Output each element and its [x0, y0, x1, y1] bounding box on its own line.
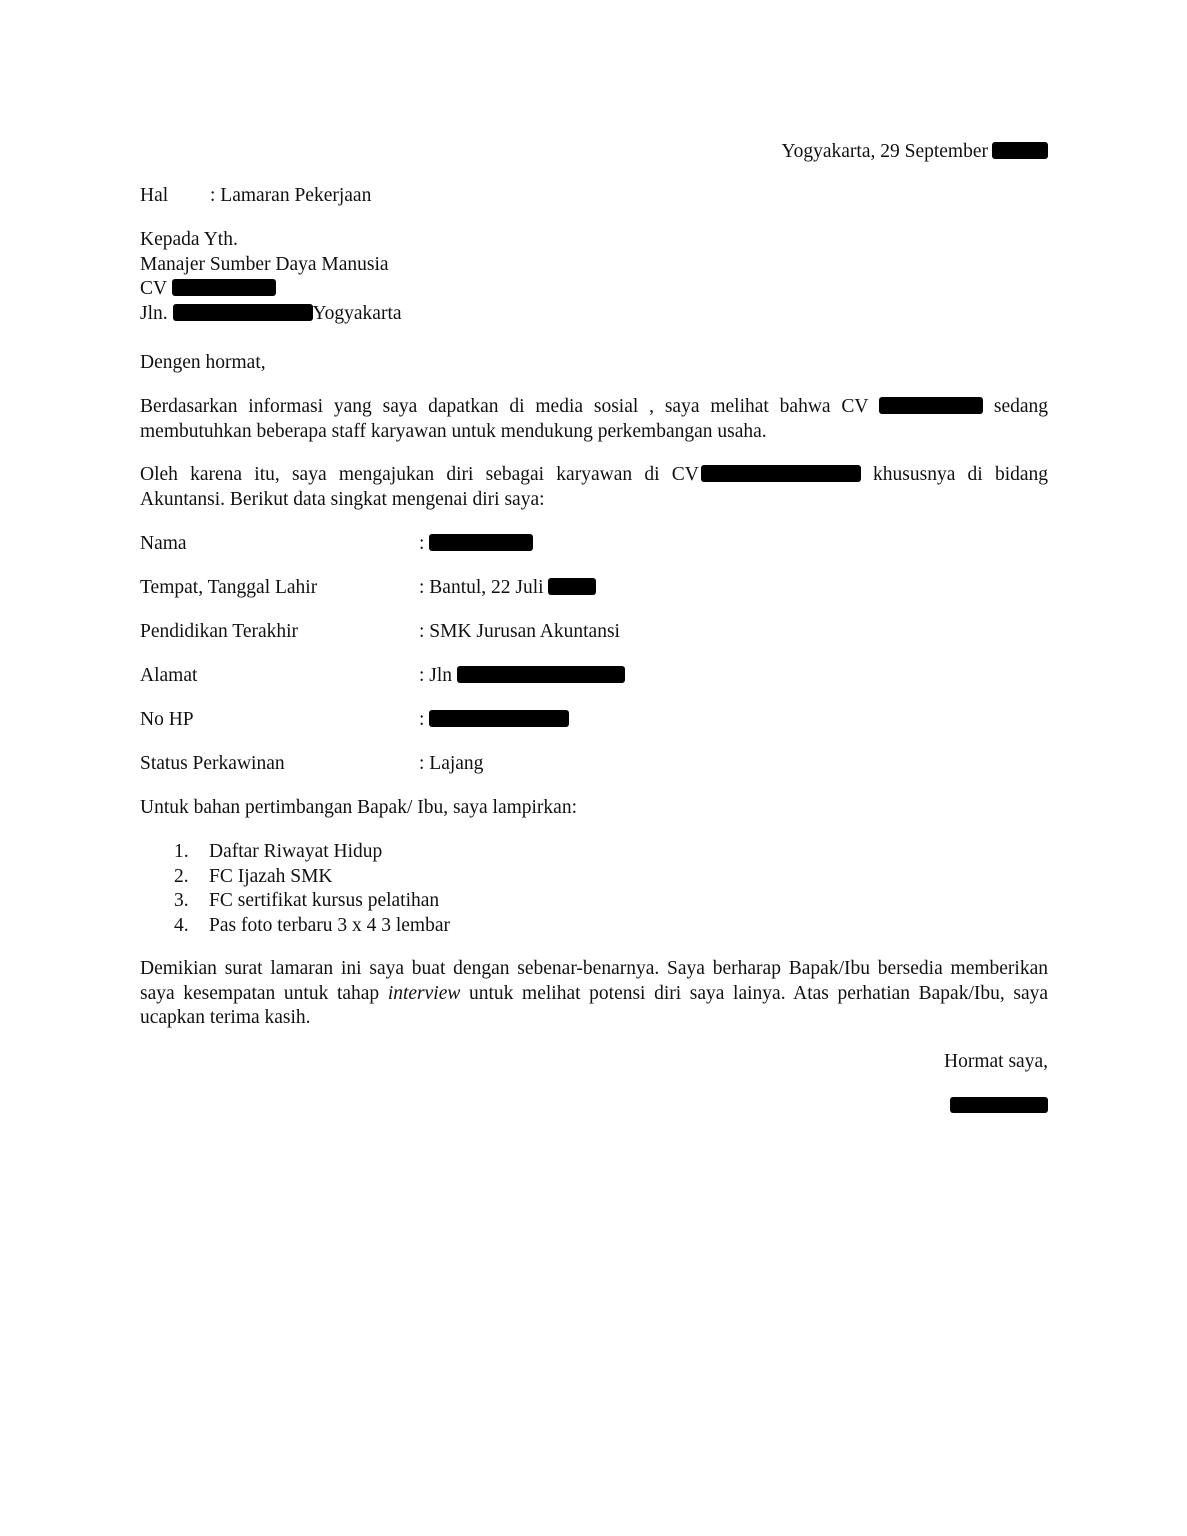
- recipient-line-1: Kepada Yth.: [140, 229, 238, 250]
- attachments-list: [140, 840, 1048, 938]
- paragraph-intro-part-2: sedang membutuhkan beberapa staff karyawan untuk mendukung perkembangan usaha.: [140, 396, 1049, 442]
- redaction-company-address: [173, 304, 313, 321]
- paragraph-application: [140, 463, 1048, 512]
- list-item-text: Pas foto terbaru 3 x 4 3 lembar: [209, 914, 450, 936]
- paragraph-application-part-1: Oleh karena itu, saya mengajukan diri sebagai karyawan di CV: [140, 464, 699, 485]
- list-item-number: 3.: [174, 890, 189, 911]
- redaction-signature: [950, 1097, 1048, 1113]
- list-item: [140, 840, 1048, 865]
- list-item-text: Daftar Riwayat Hidup: [209, 841, 383, 862]
- data-label: Alamat: [140, 665, 198, 686]
- data-value: :: [419, 532, 533, 557]
- data-value: : Bantul, 22 Juli: [419, 576, 596, 601]
- data-label: Pendidikan Terakhir: [140, 621, 299, 642]
- list-item: [140, 889, 1048, 914]
- list-item: [140, 914, 1048, 939]
- data-label: Tempat, Tanggal Lahir: [140, 577, 318, 598]
- recipient-address-prefix: Jln.: [140, 302, 168, 324]
- recipient-block: [140, 228, 1048, 326]
- place-date: [140, 140, 1048, 165]
- subject-label: Hal: [140, 185, 169, 206]
- redaction-birth-year: [548, 578, 596, 595]
- data-value: : SMK Jurusan Akuntansi: [419, 621, 620, 642]
- data-label: Status Perkawinan: [140, 753, 285, 774]
- list-item-number: 2.: [174, 865, 189, 887]
- paragraph-intro-part-1: Berdasarkan informasi yang saya dapatkan di media sosial , saya melihat bahwa CV: [140, 396, 869, 417]
- data-label: Nama: [140, 533, 187, 554]
- sign-off: Hormat saya,: [944, 1051, 1048, 1072]
- redaction-address: [457, 666, 625, 683]
- letter-page: [140, 0, 1048, 1536]
- data-value: : Jln: [419, 664, 625, 689]
- greeting: Dengen hormat,: [140, 352, 266, 373]
- recipient-line-3: [140, 277, 1048, 302]
- paragraph-intro: [140, 395, 1048, 444]
- redaction-company-name-3: [701, 465, 861, 482]
- attachments-intro: Untuk bahan pertimbangan Bapak/ Ibu, saya lampirkan:: [140, 797, 577, 818]
- redaction-company-name: [172, 279, 276, 296]
- subject-line: [140, 184, 1048, 209]
- recipient-city: Yogyakarta: [312, 302, 402, 324]
- paragraph-closing: [140, 957, 1048, 1031]
- paragraph-closing-part-2: untuk melihat potensi diri saya lainya. Atas perhatian Bapak/Ibu, saya ucapkan terima kasih.: [140, 982, 1048, 1028]
- redaction-phone: [429, 710, 569, 727]
- paragraph-application-part-2: khususnya di bidang Akuntansi. Berikut data singkat mengenai diri saya:: [140, 464, 1049, 510]
- list-item-text: FC sertifikat kursus pelatihan: [209, 890, 440, 911]
- data-value: :: [419, 708, 569, 733]
- redaction-company-name-2: [879, 397, 983, 414]
- list-item-number: 4.: [174, 914, 189, 936]
- recipient-company-prefix: CV: [140, 278, 167, 299]
- list-item-text: FC Ijazah SMK: [209, 865, 333, 887]
- place-date-text: Yogyakarta, 29 September: [781, 141, 988, 162]
- list-item: [140, 865, 1048, 890]
- redaction-year: [992, 142, 1048, 159]
- recipient-line-4: [140, 302, 1048, 327]
- list-item-number: 1.: [174, 841, 189, 862]
- subject-value: : Lamaran Pekerjaan: [210, 185, 372, 206]
- recipient-line-2: Manajer Sumber Daya Manusia: [140, 253, 389, 275]
- data-value: : Lajang: [419, 753, 484, 774]
- redaction-name: [429, 534, 533, 551]
- paragraph-closing-italic: interview: [387, 982, 461, 1004]
- data-label: No HP: [140, 709, 194, 730]
- paragraph-closing-part-1: Demikian surat lamaran ini saya buat dengan sebenar-benarnya. Saya berharap Bapak/Ibu bersedia memberikan saya kesempatan untuk tahap: [140, 958, 1048, 1004]
